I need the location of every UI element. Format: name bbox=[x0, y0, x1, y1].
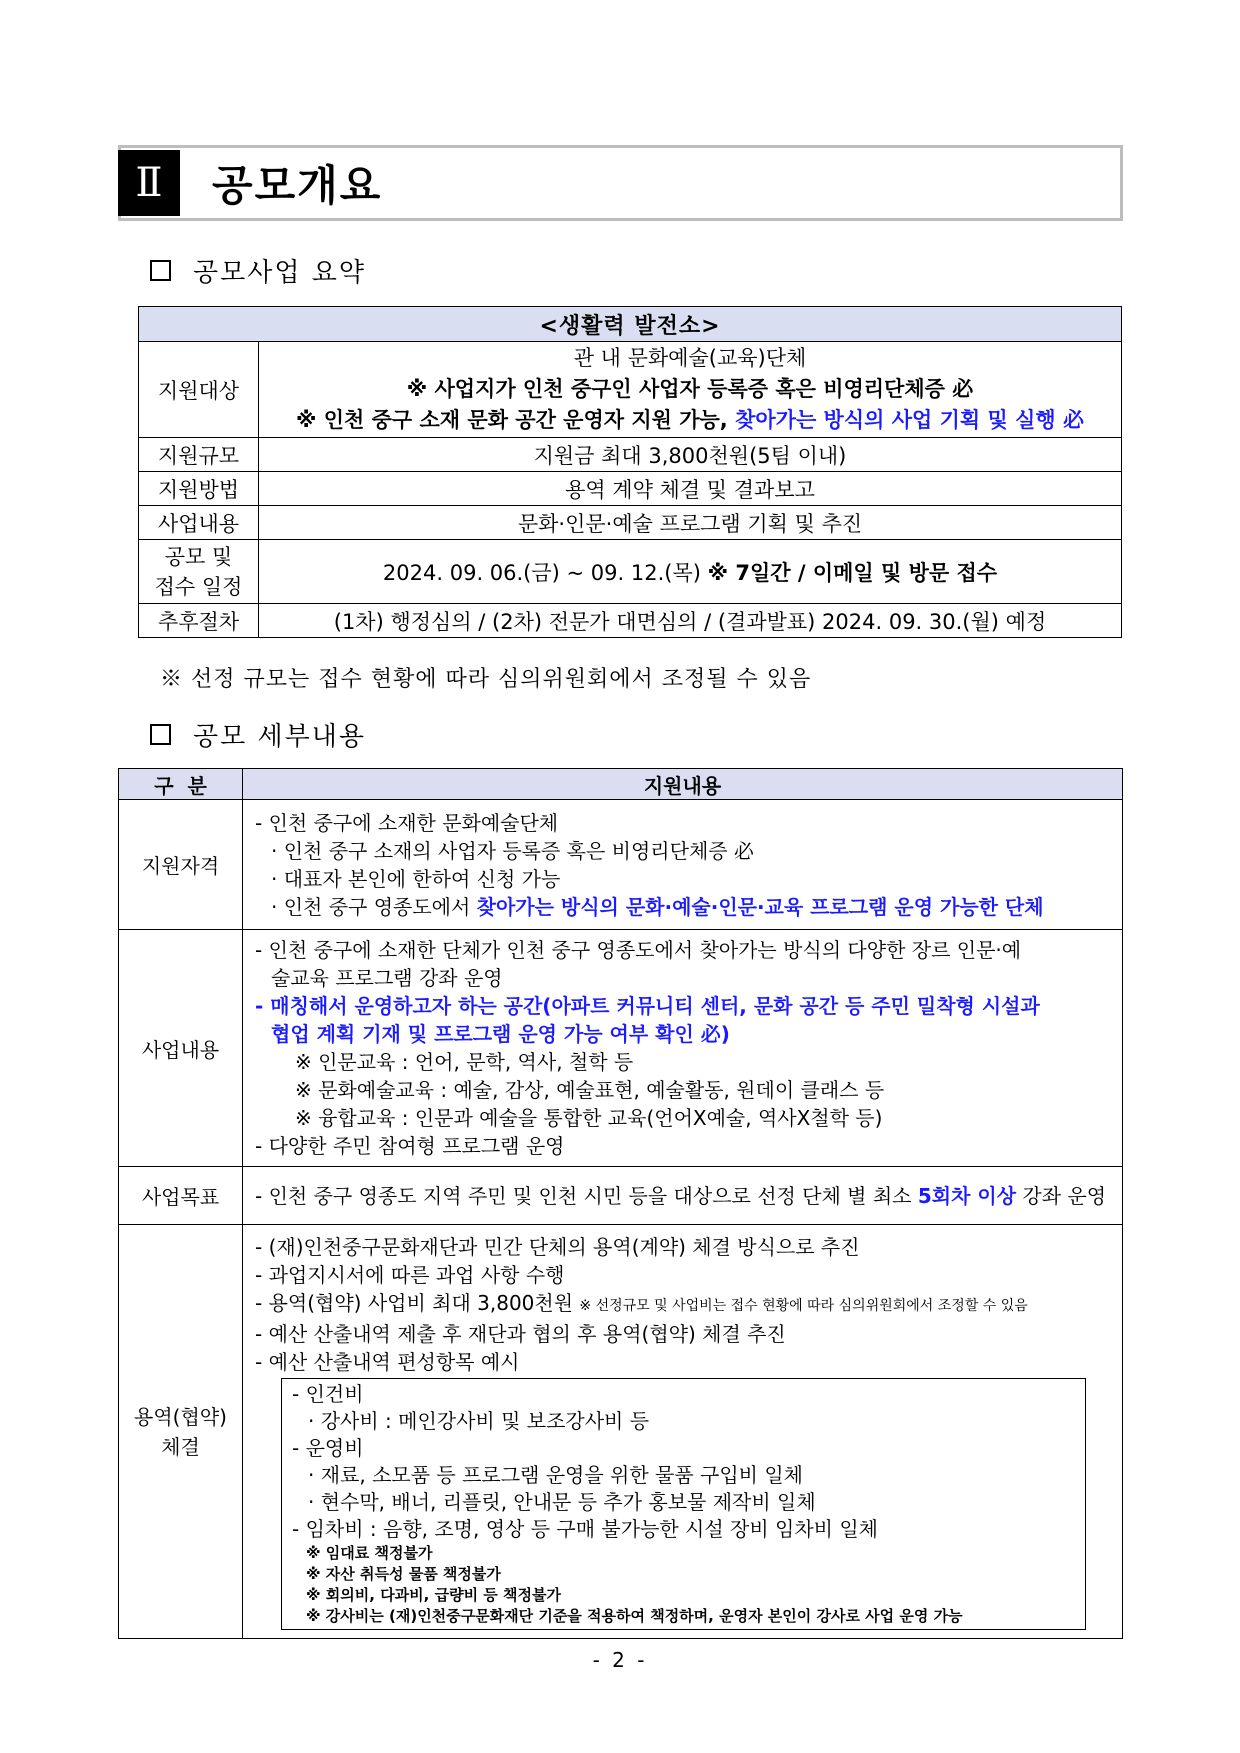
box-line: - 임차비 : 음향, 조명, 영상 등 구매 불가능한 시설 장비 임차비 일체 bbox=[292, 1517, 878, 1541]
table-row bbox=[139, 506, 1122, 540]
schedule-note: ※ 7일간 / 이메일 및 방문 접수 bbox=[707, 560, 998, 585]
row-label: 사업목표 bbox=[119, 1167, 243, 1225]
details-heading bbox=[150, 716, 366, 752]
column-header: 지원내용 bbox=[243, 769, 1123, 800]
content-line: · 인천 중구 소재의 사업자 등록증 혹은 비영리단체증 必 bbox=[271, 838, 754, 863]
table-row bbox=[139, 604, 1122, 638]
row-label: 추후절차 bbox=[139, 604, 259, 638]
target-line: 관 내 문화예술(교육)단체 bbox=[573, 346, 807, 370]
table-row bbox=[139, 438, 1122, 472]
row-label: 사업내용 bbox=[119, 930, 243, 1167]
content-line-note: ※ 선정규모 및 사업비는 접수 현황에 따라 심의위원회에서 조정할 수 있음 bbox=[579, 1298, 1028, 1314]
contract-content bbox=[243, 1225, 1123, 1639]
table-row bbox=[139, 472, 1122, 506]
summary-table bbox=[138, 306, 1122, 638]
row-label-line: 공모 및 bbox=[164, 544, 233, 569]
checkbox-icon bbox=[150, 724, 171, 745]
schedule-dates: 2024. 09. 06.(금) ~ 09. 12.(목) bbox=[382, 560, 708, 585]
box-line: · 현수막, 배너, 리플릿, 안내문 등 추가 홍보물 제작비 일체 bbox=[308, 1490, 816, 1514]
content-line: 술교육 프로그램 강좌 운영 bbox=[271, 966, 503, 990]
row-value: 용역 계약 체결 및 결과보고 bbox=[259, 472, 1122, 506]
content-line: - 인천 중구에 소재한 문화예술단체 bbox=[255, 810, 559, 835]
table-row bbox=[119, 930, 1123, 1167]
content-line: · 대표자 본인에 한하여 신청 가능 bbox=[271, 866, 561, 891]
target-value bbox=[259, 342, 1122, 438]
row-label: 지원방법 bbox=[139, 472, 259, 506]
row-value bbox=[259, 540, 1122, 604]
row-label bbox=[139, 540, 259, 604]
row-label-line: 접수 일정 bbox=[154, 574, 243, 599]
row-label: 사업내용 bbox=[139, 506, 259, 540]
box-note: ※ 강사비는 (재)인천중구문화재단 기준을 적용하여 책정하며, 운영자 본인이 강사로 사업 운영 가능 bbox=[306, 1607, 963, 1625]
content-line: ※ 문화예술교육 : 예술, 감상, 예술표현, 예술활동, 원데이 클래스 등 bbox=[295, 1078, 885, 1102]
content-line-part: - 용역(협약) 사업비 최대 3,800천원 bbox=[255, 1291, 580, 1315]
box-line: · 재료, 소모품 등 프로그램 운영을 위한 물품 구입비 일체 bbox=[308, 1463, 803, 1487]
target-line-part: ※ 인천 중구 소재 문화 공간 운영자 지원 가능, bbox=[296, 408, 736, 432]
content-line: ※ 융합교육 : 인문과 예술을 통합한 교육(언어X예술, 역사X철학 등) bbox=[295, 1106, 883, 1130]
table-row bbox=[139, 540, 1122, 604]
details-header-row bbox=[119, 769, 1123, 800]
box-line: - 인건비 bbox=[292, 1382, 364, 1406]
box-line: - 운영비 bbox=[292, 1436, 364, 1460]
row-value: 문화·인문·예술 프로그램 기획 및 추진 bbox=[259, 506, 1122, 540]
content-line: - 과업지시서에 따른 과업 사항 수행 bbox=[255, 1263, 565, 1287]
box-note: ※ 임대료 책정불가 bbox=[306, 1544, 433, 1562]
content-line-part: - 인천 중구 영종도 지역 주민 및 인천 시민 등을 대상으로 선정 단체 별 최소 bbox=[255, 1183, 918, 1208]
table-row bbox=[119, 1225, 1123, 1639]
row-label: 지원대상 bbox=[139, 342, 259, 438]
content-line: - 인천 중구에 소재한 단체가 인천 중구 영종도에서 찾아가는 방식의 다양한 장르 인문·예 bbox=[255, 938, 1022, 962]
summary-note: ※ 선정 규모는 접수 현황에 따라 심의위원회에서 조정될 수 있음 bbox=[160, 667, 812, 692]
budget-example-box bbox=[281, 1378, 1086, 1630]
content-line bbox=[255, 893, 1112, 921]
table-row bbox=[119, 800, 1123, 930]
row-label-line: 용역(협약) bbox=[134, 1404, 227, 1429]
content-line-part: · 인천 중구 영종도에서 bbox=[271, 894, 477, 919]
goal-content bbox=[243, 1167, 1123, 1225]
content-line-part: 강좌 운영 bbox=[1016, 1183, 1107, 1208]
row-value: (1차) 행정심의 / (2차) 전문가 대면심의 / (결과발표) 2024. 09. 30.(월) 예정 bbox=[259, 604, 1122, 638]
content-line: 협업 계획 기재 및 프로그램 운영 가능 여부 확인 必) bbox=[271, 1022, 730, 1046]
section-number: Ⅱ bbox=[118, 150, 180, 216]
summary-heading-text: 공모사업 요약 bbox=[193, 257, 366, 288]
content-line: - 예산 산출내역 제출 후 재단과 협의 후 용역(협약) 체결 추진 bbox=[255, 1322, 786, 1346]
content-line-highlight: 찾아가는 방식의 문화·예술·인문·교육 프로그램 운영 가능한 단체 bbox=[476, 894, 1044, 919]
summary-table-title-row bbox=[139, 307, 1122, 342]
content-line: ※ 인문교육 : 언어, 문학, 역사, 철학 등 bbox=[295, 1050, 634, 1074]
table-row bbox=[119, 1167, 1123, 1225]
business-content bbox=[243, 930, 1123, 1167]
table-row bbox=[139, 342, 1122, 438]
summary-heading bbox=[150, 252, 366, 288]
page-number: - 2 - bbox=[592, 1648, 648, 1672]
row-label-line: 체결 bbox=[161, 1434, 200, 1459]
row-label: 지원규모 bbox=[139, 438, 259, 472]
content-line: - 다양한 주민 참여형 프로그램 운영 bbox=[255, 1134, 565, 1158]
content-line-highlight: 5회차 이상 bbox=[917, 1183, 1017, 1208]
summary-table-title: <생활력 발전소> bbox=[139, 307, 1122, 342]
box-note: ※ 자산 취득성 물품 책정불가 bbox=[306, 1565, 501, 1583]
details-table bbox=[118, 768, 1123, 1639]
section-title: 공모개요 bbox=[212, 161, 383, 210]
target-line: ※ 사업지가 인천 중구인 사업자 등록증 혹은 비영리단체증 必 bbox=[406, 377, 974, 401]
box-note: ※ 회의비, 다과비, 급량비 등 책정불가 bbox=[306, 1586, 561, 1604]
target-line bbox=[259, 405, 1121, 436]
content-line bbox=[255, 1289, 1112, 1320]
checkbox-icon bbox=[150, 260, 171, 281]
row-label: 지원자격 bbox=[119, 800, 243, 930]
row-value: 지원금 최대 3,800천원(5팀 이내) bbox=[259, 438, 1122, 472]
details-heading-text: 공모 세부내용 bbox=[193, 721, 366, 752]
column-header: 구 분 bbox=[119, 769, 243, 800]
content-line: - 매칭해서 운영하고자 하는 공간(아파트 커뮤니티 센터, 문화 공간 등 주민 밀착형 시설과 bbox=[255, 994, 1040, 1018]
box-line: · 강사비 : 메인강사비 및 보조강사비 등 bbox=[308, 1409, 650, 1433]
content-line: - 예산 산출내역 편성항목 예시 bbox=[255, 1350, 520, 1374]
eligibility-content bbox=[243, 800, 1123, 930]
content-line bbox=[255, 1182, 1112, 1210]
target-line-highlight: 찾아가는 방식의 사업 기획 및 실행 必 bbox=[735, 408, 1084, 432]
content-line: - (재)인천중구문화재단과 민간 단체의 용역(계약) 체결 방식으로 추진 bbox=[255, 1235, 860, 1259]
row-label bbox=[119, 1225, 243, 1639]
